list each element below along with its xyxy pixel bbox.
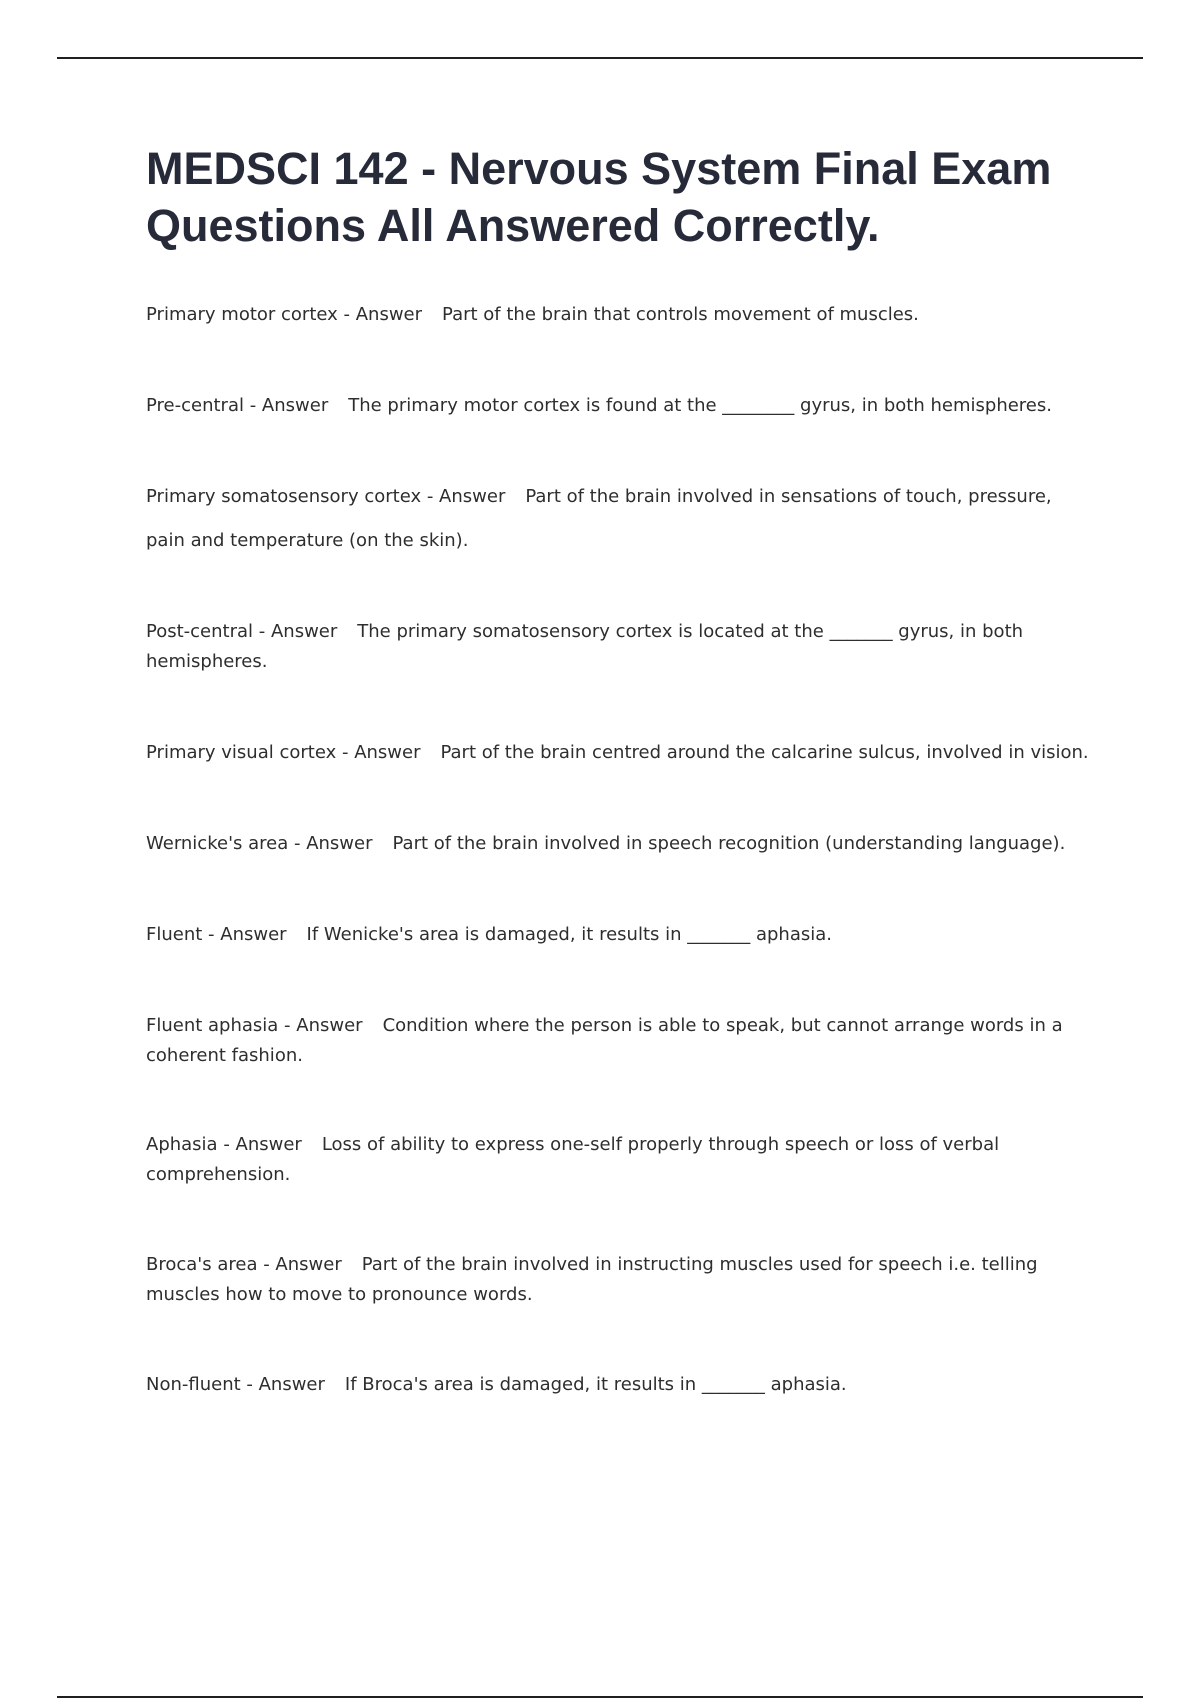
qa-definition: If Broca's area is damaged, it results in _______ aphasia. <box>344 1374 847 1395</box>
qa-definition: Part of the brain involved in instructing muscles used for speech i.e. telling muscles how to move to pronounce words. <box>146 1254 1038 1305</box>
qa-term: Wernicke's area <box>146 833 289 854</box>
qa-definition: The primary motor cortex is found at the ________ gyrus, in both hemispheres. <box>348 395 1052 416</box>
qa-definition: Condition where the person is able to speak, but cannot arrange words in a coherent fashion. <box>146 1015 1063 1066</box>
qa-definition: Part of the brain involved in sensations of touch, pressure, pain and temperature (on the skin). <box>146 486 1052 551</box>
qa-separator: - Answer <box>243 395 329 416</box>
qa-item <box>146 300 1092 330</box>
qa-separator: - Answer <box>278 1015 363 1036</box>
qa-separator: - Answer <box>421 486 506 507</box>
qa-separator: - Answer <box>336 742 421 763</box>
qa-term: Primary motor cortex <box>146 304 338 325</box>
qa-term: Primary visual cortex <box>146 742 337 763</box>
bottom-divider <box>57 1696 1143 1698</box>
qa-term: Aphasia <box>146 1134 218 1155</box>
qa-separator: - Answer <box>288 833 373 854</box>
qa-term: Post-central <box>146 621 254 642</box>
qa-definition: Part of the brain involved in speech recognition (understanding language). <box>392 833 1066 854</box>
qa-item <box>146 920 1092 950</box>
document-body <box>146 140 1092 1395</box>
qa-term: Fluent aphasia <box>146 1015 279 1036</box>
qa-separator: - Answer <box>253 621 338 642</box>
qa-item <box>146 617 1092 677</box>
qa-item <box>146 391 1092 421</box>
qa-separator: - Answer <box>240 1374 325 1395</box>
qa-item <box>146 1370 1092 1400</box>
qa-separator: - Answer <box>257 1254 342 1275</box>
qa-item <box>146 475 1092 563</box>
document-title: MEDSCI 142 - Nervous System Final Exam Questions All Answered Correctly. <box>146 143 1052 251</box>
qa-term: Fluent <box>146 924 203 945</box>
qa-item <box>146 829 1092 859</box>
qa-separator: - Answer <box>217 1134 302 1155</box>
qa-definition: If Wenicke's area is damaged, it results in _______ aphasia. <box>306 924 832 945</box>
qa-separator: - Answer <box>337 304 423 325</box>
qa-term: Broca's area <box>146 1254 258 1275</box>
qa-term: Primary somatosensory cortex <box>146 486 422 507</box>
qa-definition: The primary somatosensory cortex is located at the _______ gyrus, in both hemispheres. <box>146 621 1024 672</box>
qa-definition: Loss of ability to express one-self properly through speech or loss of verbal comprehension. <box>146 1134 1000 1185</box>
qa-item <box>146 1250 1092 1310</box>
qa-item <box>146 1130 1092 1190</box>
qa-term: Non-fluent <box>146 1374 241 1395</box>
top-divider <box>57 57 1143 59</box>
qa-term: Pre-central <box>146 395 244 416</box>
qa-definition: Part of the brain centred around the calcarine sulcus, involved in vision. <box>440 742 1089 763</box>
qa-item <box>146 1011 1092 1071</box>
qa-separator: - Answer <box>202 924 287 945</box>
qa-definition: Part of the brain that controls movement of muscles. <box>442 304 919 325</box>
qa-item <box>146 738 1092 768</box>
